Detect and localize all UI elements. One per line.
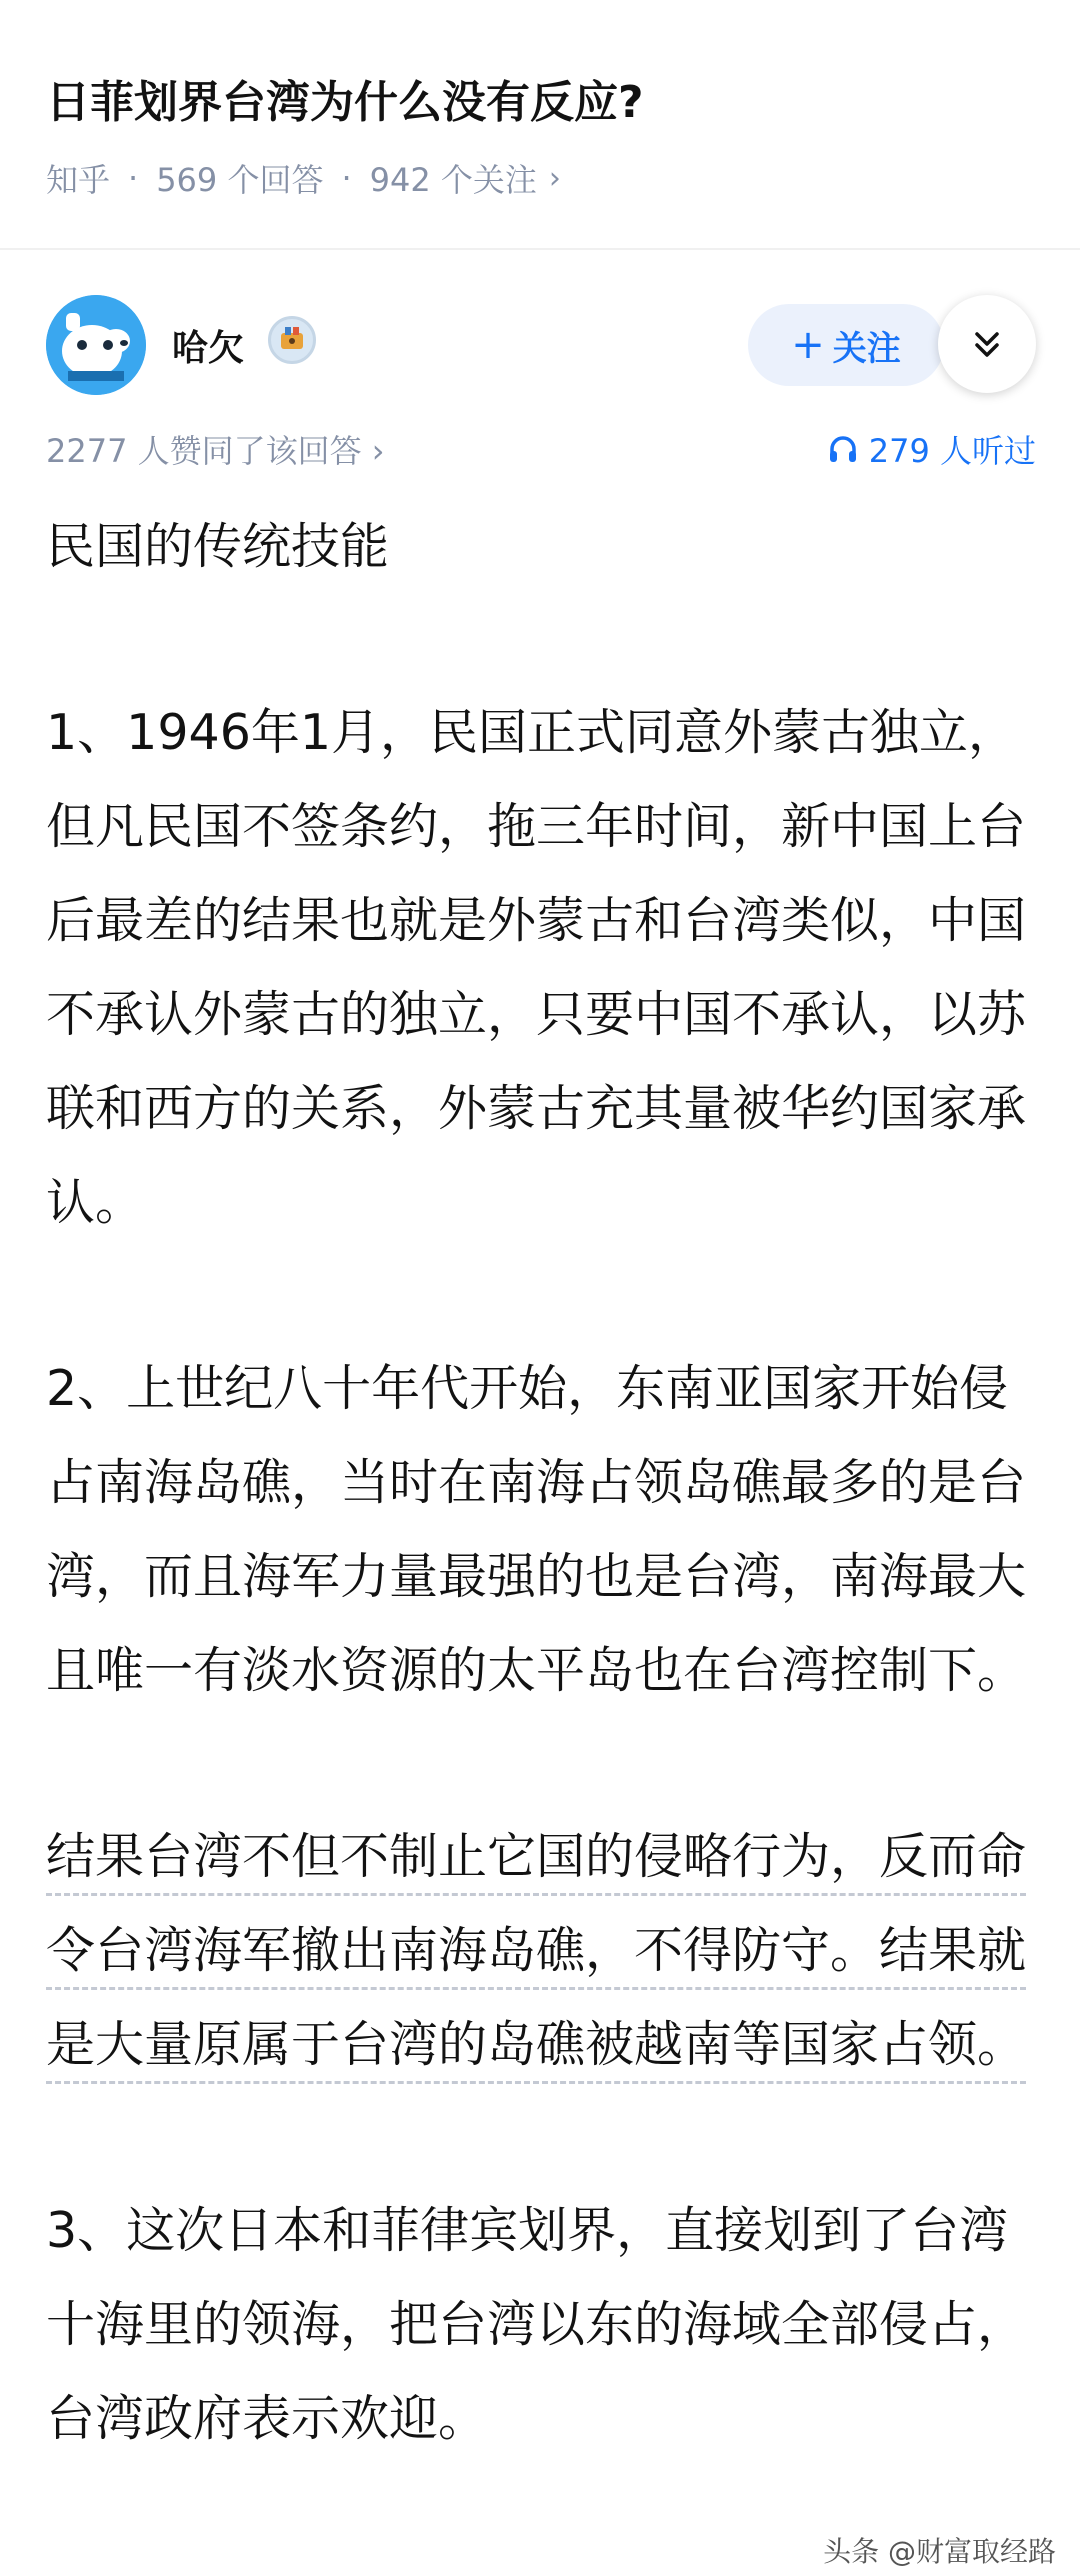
meta-separator: · xyxy=(341,159,352,197)
question-meta[interactable] xyxy=(46,155,561,201)
listen-count[interactable] xyxy=(827,426,1036,472)
answer-paragraph: 1、1946年1月，民国正式同意外蒙古独立，但凡民国不签条约，拖三年时间，新中国上台后最差的结果也就是外蒙古和台湾类似，中国不承认外蒙古的独立，只要中国不承认，以苏联和西方的关系，外蒙古充其量被华约国家承认。 xyxy=(46,704,1027,1231)
listen-label: 279 人听过 xyxy=(868,432,1036,470)
answer-count: 569 个回答 xyxy=(156,161,324,199)
cartoon-avatar-icon[interactable] xyxy=(46,295,146,395)
headphones-icon xyxy=(827,433,859,465)
follow-label: 关注 xyxy=(832,328,901,369)
follow-button[interactable] xyxy=(748,304,944,386)
header-divider xyxy=(0,248,1080,250)
meta-separator: · xyxy=(128,159,139,197)
author-name[interactable]: 哈欠 xyxy=(172,328,245,369)
double-chevron-down-icon xyxy=(969,326,1005,362)
answer-stats xyxy=(0,426,1080,476)
answer-content xyxy=(46,500,1046,2466)
highlighted-text[interactable]: 结果台湾不但不制止它国的侵略行为，反而命令台湾海军撤出南海岛礁，不得防守。结果就是大量原属于台湾的岛礁被越南等国家占领。 xyxy=(46,1828,1026,2084)
question-header xyxy=(0,0,1080,248)
answer-paragraph-highlighted[interactable] xyxy=(46,1810,1046,2092)
badge-icon xyxy=(268,316,316,364)
author-row xyxy=(0,290,1080,400)
answer-paragraph: 2、上世纪八十年代开始，东南亚国家开始侵占南海岛礁，当时在南海占领岛礁最多的是台湾，而且海军力量最强的也是台湾，南海最大且唯一有淡水资源的太平岛也在台湾控制下。 xyxy=(46,1360,1027,1699)
question-title[interactable]: 日菲划界台湾为什么没有反应? xyxy=(46,77,644,128)
plus-icon: + xyxy=(791,322,825,368)
answer-paragraph: 民国的传统技能 xyxy=(46,518,390,575)
likes-count[interactable]: 2277 人赞同了该回答 › xyxy=(46,432,385,470)
chevron-right-icon: › xyxy=(548,160,561,196)
follower-count: 942 个关注 xyxy=(369,161,537,199)
watermark: 头条 @财富取经路 xyxy=(823,2535,1056,2567)
source-label: 知乎 xyxy=(46,161,111,199)
expand-more-button[interactable] xyxy=(938,295,1036,393)
answer-paragraph: 3、这次日本和菲律宾划界，直接划到了台湾十海里的领海，把台湾以东的海域全部侵占，台湾政府表示欢迎。 xyxy=(46,2202,1027,2447)
